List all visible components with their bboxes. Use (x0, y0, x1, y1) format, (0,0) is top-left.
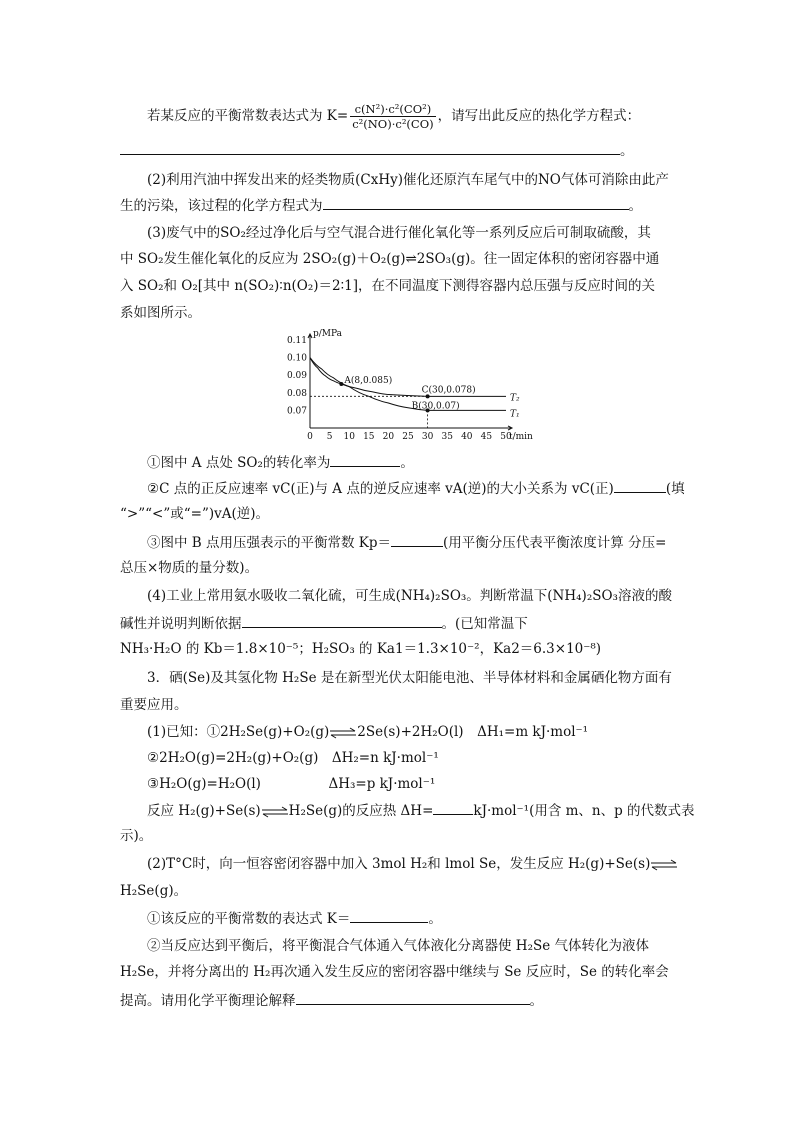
k-intro: 若某反应的平衡常数表达式为 K= (147, 108, 349, 124)
q4-line-1: (4)工业上常用氨水吸收二氧化硫，可生成(NH₄)₂SO₃。判断常温下(NH₄)₂SO₃溶液的酸 (147, 588, 672, 604)
y-tick-label: 0.10 (286, 353, 307, 364)
x-tick-label: 0 (307, 432, 313, 442)
k-question-text: ①该反应的平衡常数的表达式 K＝ (147, 911, 351, 927)
answer-line-thermo (120, 140, 634, 161)
part2-text: (2)T°C时，向一恒容密闭容器中加入 3mol H₂和 lmol Se，发生反应 H₂(g)+Se(s) (147, 856, 651, 872)
q3-line-4: 系如图所示。 (120, 305, 201, 321)
series-label: T₂ (510, 393, 520, 404)
answer-blank-k[interactable] (350, 908, 428, 923)
equilibrium-arrow-icon (650, 860, 678, 870)
chart-points (310, 375, 476, 428)
x-axis-label: t/min (509, 432, 533, 442)
k-fraction-denominator: c²(NO)·c²(CO) (352, 117, 434, 131)
eq1-left: (1)已知：①2H₂Se(g)+O₂(g) (147, 724, 330, 740)
explain-line-3 (120, 990, 543, 1011)
sub-q3-text: ③图中 B 点用压强表示的平衡常数 Kp＝ (147, 535, 392, 551)
y-tick-label: 0.08 (286, 388, 307, 399)
units-note: kJ·mol⁻¹(用含 m、n、p 的代数式表 (473, 803, 695, 819)
answer-blank-q4[interactable] (242, 613, 442, 628)
q4-line-3: NH₃·H₂O 的 Kb＝1.8×10⁻⁵；H₂SO₃ 的 Ka1＝1.3×10⁻²，Ka2＝6.3×10⁻⁸) (120, 641, 602, 657)
x-tick-label: 25 (402, 432, 414, 442)
y-tick-label: 0.11 (286, 336, 307, 346)
y-tick-label: 0.07 (286, 406, 307, 417)
k-fraction-numerator: c(N²)·c²(CO²) (350, 102, 435, 117)
q4-line-2 (120, 613, 528, 634)
k-expression-question (147, 908, 442, 929)
q2-line-1: (2)利用汽油中挥发出来的烃类物质(CxHy)催化还原汽车尾气中的NO气体可消除由此产 (147, 172, 669, 188)
q3-line-3: 入 SO₂和 O₂[其中 n(SO₂)∶n(O₂)＝2∶1]，在不同温度下测得容器内总压强与反应时间的关 (120, 278, 655, 294)
reaction-heat-line (147, 800, 695, 821)
q3-selenium-line-1: 3．硒(Se)及其氢化物 H₂Se 是在新型光伏太阳能电池、半导体材料和金属硒化物方面有 (147, 670, 672, 686)
x-tick-label: 40 (461, 432, 473, 442)
answer-blank-kp[interactable] (391, 532, 443, 547)
q2-line-2 (120, 195, 642, 216)
sub-q2-cont: “>”“<”或“=”)vA(逆)。 (120, 506, 270, 522)
answer-blank-q2[interactable] (323, 195, 629, 210)
sub-q2-fill: (填 (665, 481, 685, 497)
reaction-heat-cont: 示)。 (120, 828, 153, 844)
period: 。 (428, 911, 442, 927)
series-line (310, 358, 506, 397)
pressure-time-chart (286, 329, 533, 442)
explain-line-1: ②当反应达到平衡后，将平衡混合气体通入气体液化分离器使 H₂Se 气体转化为液体 (147, 938, 650, 954)
x-tick-label: 20 (382, 432, 395, 442)
sub-q1 (147, 452, 414, 473)
target-eq-left: 反应 H₂(g)+Se(s) (147, 803, 261, 819)
period: 。 (628, 198, 642, 214)
explain-prompt: 提高。请用化学平衡理论解释 (120, 993, 296, 1009)
period: 。 (529, 993, 543, 1009)
x-tick-label: 15 (363, 432, 375, 442)
x-tick-label: 35 (441, 432, 453, 442)
k-prompt: ，请写出此反应的热化学方程式： (437, 108, 641, 124)
answer-blank-explain[interactable] (296, 990, 530, 1005)
point-label: B(30,0.07) (411, 401, 460, 412)
answer-blank-conversion[interactable] (330, 452, 400, 467)
given-eq-3: ③H₂O(g)=H₂O(l) ΔH₃=p kJ·mol⁻¹ (147, 776, 436, 792)
period: 。 (620, 143, 634, 159)
sub-q3-note: (用平衡分压代表平衡浓度计算 分压= (443, 535, 667, 551)
target-eq-right: H₂Se(g)的反应热 ΔH= (288, 803, 434, 819)
k-expression-line (147, 96, 640, 136)
x-tick-label: 45 (480, 432, 493, 442)
answer-blank-rate[interactable] (614, 478, 666, 493)
sub-q2-text: ②C 点的正反应速率 vC(正)与 A 点的逆反应速率 vA(逆)的大小关系为 vC(正) (147, 481, 614, 497)
given-eq-1 (147, 722, 588, 742)
point-label: A(8,0.085) (344, 376, 393, 386)
sub-q1-text: ①图中 A 点处 SO₂的转化率为 (147, 455, 331, 471)
eq1-right: 2Se(s)+2H₂O(l) ΔH₁=m kJ·mol⁻¹ (357, 724, 589, 740)
x-tick-label: 50 (500, 432, 512, 442)
q3-part2-line-2: H₂Se(g)。 (120, 883, 188, 899)
x-tick-label: 30 (421, 432, 434, 442)
series-label: T₁ (510, 409, 520, 420)
y-axis-label: p/MPa (313, 329, 343, 339)
point-label: C(30,0.078) (421, 385, 476, 396)
q3-line-1: (3)废气中的SO₂经过净化后与空气混合进行催化氧化等一系列反应后可制取硫酸，其 (147, 225, 651, 241)
k-fraction (350, 102, 435, 131)
x-tick-label: 10 (343, 432, 355, 442)
answer-blank-deltah[interactable] (433, 800, 473, 815)
sub-q3-cont: 总压×物质的量分数)。 (120, 560, 259, 576)
equilibrium-arrow-icon (261, 807, 289, 817)
sub-q2 (147, 478, 685, 499)
chart-axes (287, 329, 533, 442)
sub-q3 (147, 532, 666, 553)
q4-prompt: 碱性并说明判断依据 (120, 616, 242, 632)
q3-line-2: 中 SO₂发生催化氧化的反应为 2SO₂(g)＋O₂(g)⇌2SO₃(g)。往一固定体积的密闭容器中通 (120, 251, 660, 267)
data-point (339, 382, 343, 386)
q3-part2-line-1 (147, 854, 678, 874)
given-eq-2: ②2H₂O(g)=2H₂(g)+O₂(g) ΔH₂=n kJ·mol⁻¹ (147, 750, 439, 766)
q3-selenium-line-2: 重要应用。 (120, 697, 188, 713)
x-tick-label: 5 (326, 432, 333, 442)
y-tick-label: 0.09 (286, 371, 307, 382)
q2-prompt: 生的污染，该过程的化学方程式为 (120, 198, 323, 214)
answer-blank-thermo[interactable] (120, 140, 620, 155)
explain-line-2: H₂Se，并将分离出的 H₂再次通入发生反应的密闭容器中继续与 Se 反应时，Se 的转化率会 (120, 964, 669, 980)
q4-known: 。(已知常温下 (441, 616, 528, 632)
equilibrium-arrow-icon (329, 728, 357, 738)
period: 。 (400, 455, 414, 471)
